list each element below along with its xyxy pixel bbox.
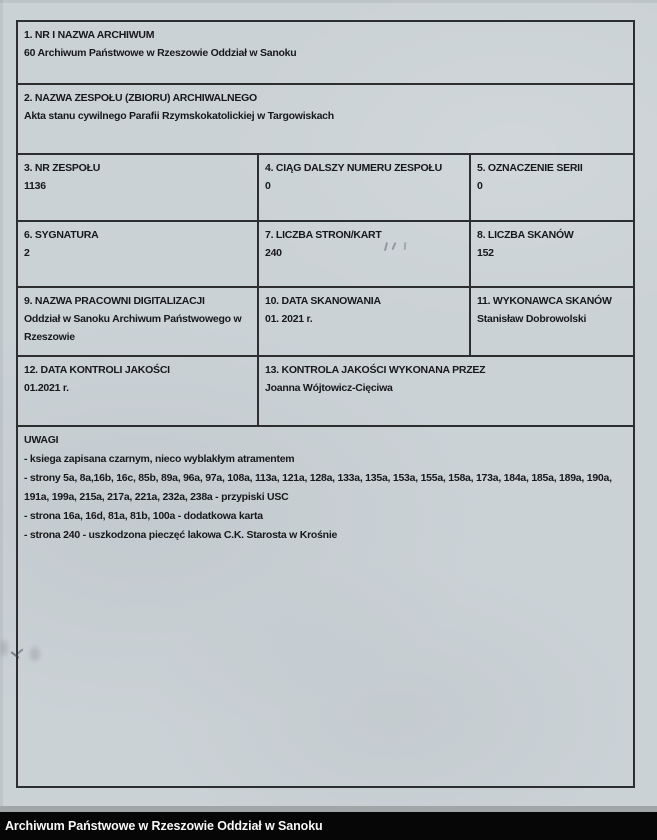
field-scan-count-value: 152 bbox=[477, 247, 494, 259]
field-scan-operator-value: Stanisław Dobrowolski bbox=[477, 313, 587, 325]
remarks-title: UWAGI bbox=[24, 434, 59, 446]
field-page-count-value: 240 bbox=[265, 247, 282, 259]
field-digitization-lab-label: 9. NAZWA PRACOWNI DIGITALIZACJI bbox=[24, 295, 205, 307]
pencil-check-smudge bbox=[8, 648, 24, 660]
field-fonds-number-continuation-value: 0 bbox=[265, 180, 271, 192]
archival-metadata-form bbox=[16, 20, 635, 788]
stray-pencil-marks bbox=[383, 241, 409, 253]
field-signature-value: 2 bbox=[24, 247, 30, 259]
field-scan-date bbox=[259, 288, 471, 357]
field-scan-operator-label: 11. WYKONAWCA SKANÓW bbox=[477, 295, 612, 307]
scan-smudge bbox=[0, 640, 8, 656]
field-scan-operator bbox=[471, 288, 633, 357]
field-signature bbox=[18, 222, 259, 288]
field-fonds-number bbox=[18, 155, 259, 222]
field-fonds-number-continuation-label: 4. CIĄG DALSZY NUMERU ZESPOŁU bbox=[265, 162, 442, 174]
field-qc-performed-by bbox=[259, 357, 633, 427]
scan-smudge bbox=[30, 647, 40, 661]
field-qc-performed-by-label: 13. KONTROLA JAKOŚCI WYKONANA PRZEZ bbox=[265, 364, 486, 376]
field-fonds-name-value: Akta stanu cywilnego Parafii Rzymskokatolickiej w Targowiskach bbox=[24, 110, 334, 122]
footer-archive-title: Archiwum Państwowe w Rzeszowie Oddział w Sanoku bbox=[5, 819, 323, 833]
field-series-designation-label: 5. OZNACZENIE SERII bbox=[477, 162, 583, 174]
field-qc-performed-by-value: Joanna Wójtowicz-Cięciwa bbox=[265, 382, 393, 394]
field-scan-count-label: 8. LICZBA SKANÓW bbox=[477, 229, 574, 241]
scan-top-edge bbox=[0, 0, 657, 3]
scan-left-edge bbox=[0, 0, 3, 806]
field-series-designation bbox=[471, 155, 633, 222]
field-qc-date-label: 12. DATA KONTROLI JAKOŚCI bbox=[24, 364, 170, 376]
field-fonds-name-label: 2. NAZWA ZESPOŁU (ZBIORU) ARCHIWALNEGO bbox=[24, 92, 257, 104]
field-qc-date bbox=[18, 357, 259, 427]
field-archive-name bbox=[18, 22, 633, 85]
field-digitization-lab bbox=[18, 288, 259, 357]
remarks-line: - strona 16a, 16d, 81a, 81b, 100a - dodatkowa karta bbox=[24, 510, 263, 522]
field-archive-name-value: 60 Archiwum Państwowe w Rzeszowie Oddział w Sanoku bbox=[24, 47, 297, 59]
field-qc-date-value: 01.2021 r. bbox=[24, 382, 69, 394]
field-scan-date-label: 10. DATA SKANOWANIA bbox=[265, 295, 381, 307]
field-signature-label: 6. SYGNATURA bbox=[24, 229, 99, 241]
remarks-line: - strony 5a, 8a,16b, 16c, 85b, 89a, 96a, 97a, 108a, 113a, 121a, 128a, 133a, 135a, 153a, 155a, 158a, 173a, 184a, 185a, 189a, 190a, 191a, 199a, 215a, 217a, 221a, 232a, 238a - przypiski USC bbox=[24, 472, 612, 503]
field-fonds-number-label: 3. NR ZESPOŁU bbox=[24, 162, 101, 174]
field-fonds-number-continuation bbox=[259, 155, 471, 222]
field-fonds-number-value: 1136 bbox=[24, 180, 46, 192]
footer-caption-bar bbox=[0, 812, 657, 840]
field-archive-name-label: 1. NR I NAZWA ARCHIWUM bbox=[24, 29, 155, 41]
remarks-section bbox=[18, 427, 633, 786]
field-scan-count bbox=[471, 222, 633, 288]
field-scan-date-value: 01. 2021 r. bbox=[265, 313, 313, 325]
field-page-count-label: 7. LICZBA STRON/KART bbox=[265, 229, 382, 241]
remarks-line: - ksiega zapisana czarnym, nieco wyblakłym atramentem bbox=[24, 453, 295, 465]
field-page-count bbox=[259, 222, 471, 288]
field-series-designation-value: 0 bbox=[477, 180, 483, 192]
field-digitization-lab-value: Oddział w Sanoku Archiwum Państwowego w Rzeszowie bbox=[24, 313, 242, 343]
remarks-line: - strona 240 - uszkodzona pieczęć lakowa C.K. Starosta w Krośnie bbox=[24, 529, 338, 541]
field-fonds-name bbox=[18, 85, 633, 155]
